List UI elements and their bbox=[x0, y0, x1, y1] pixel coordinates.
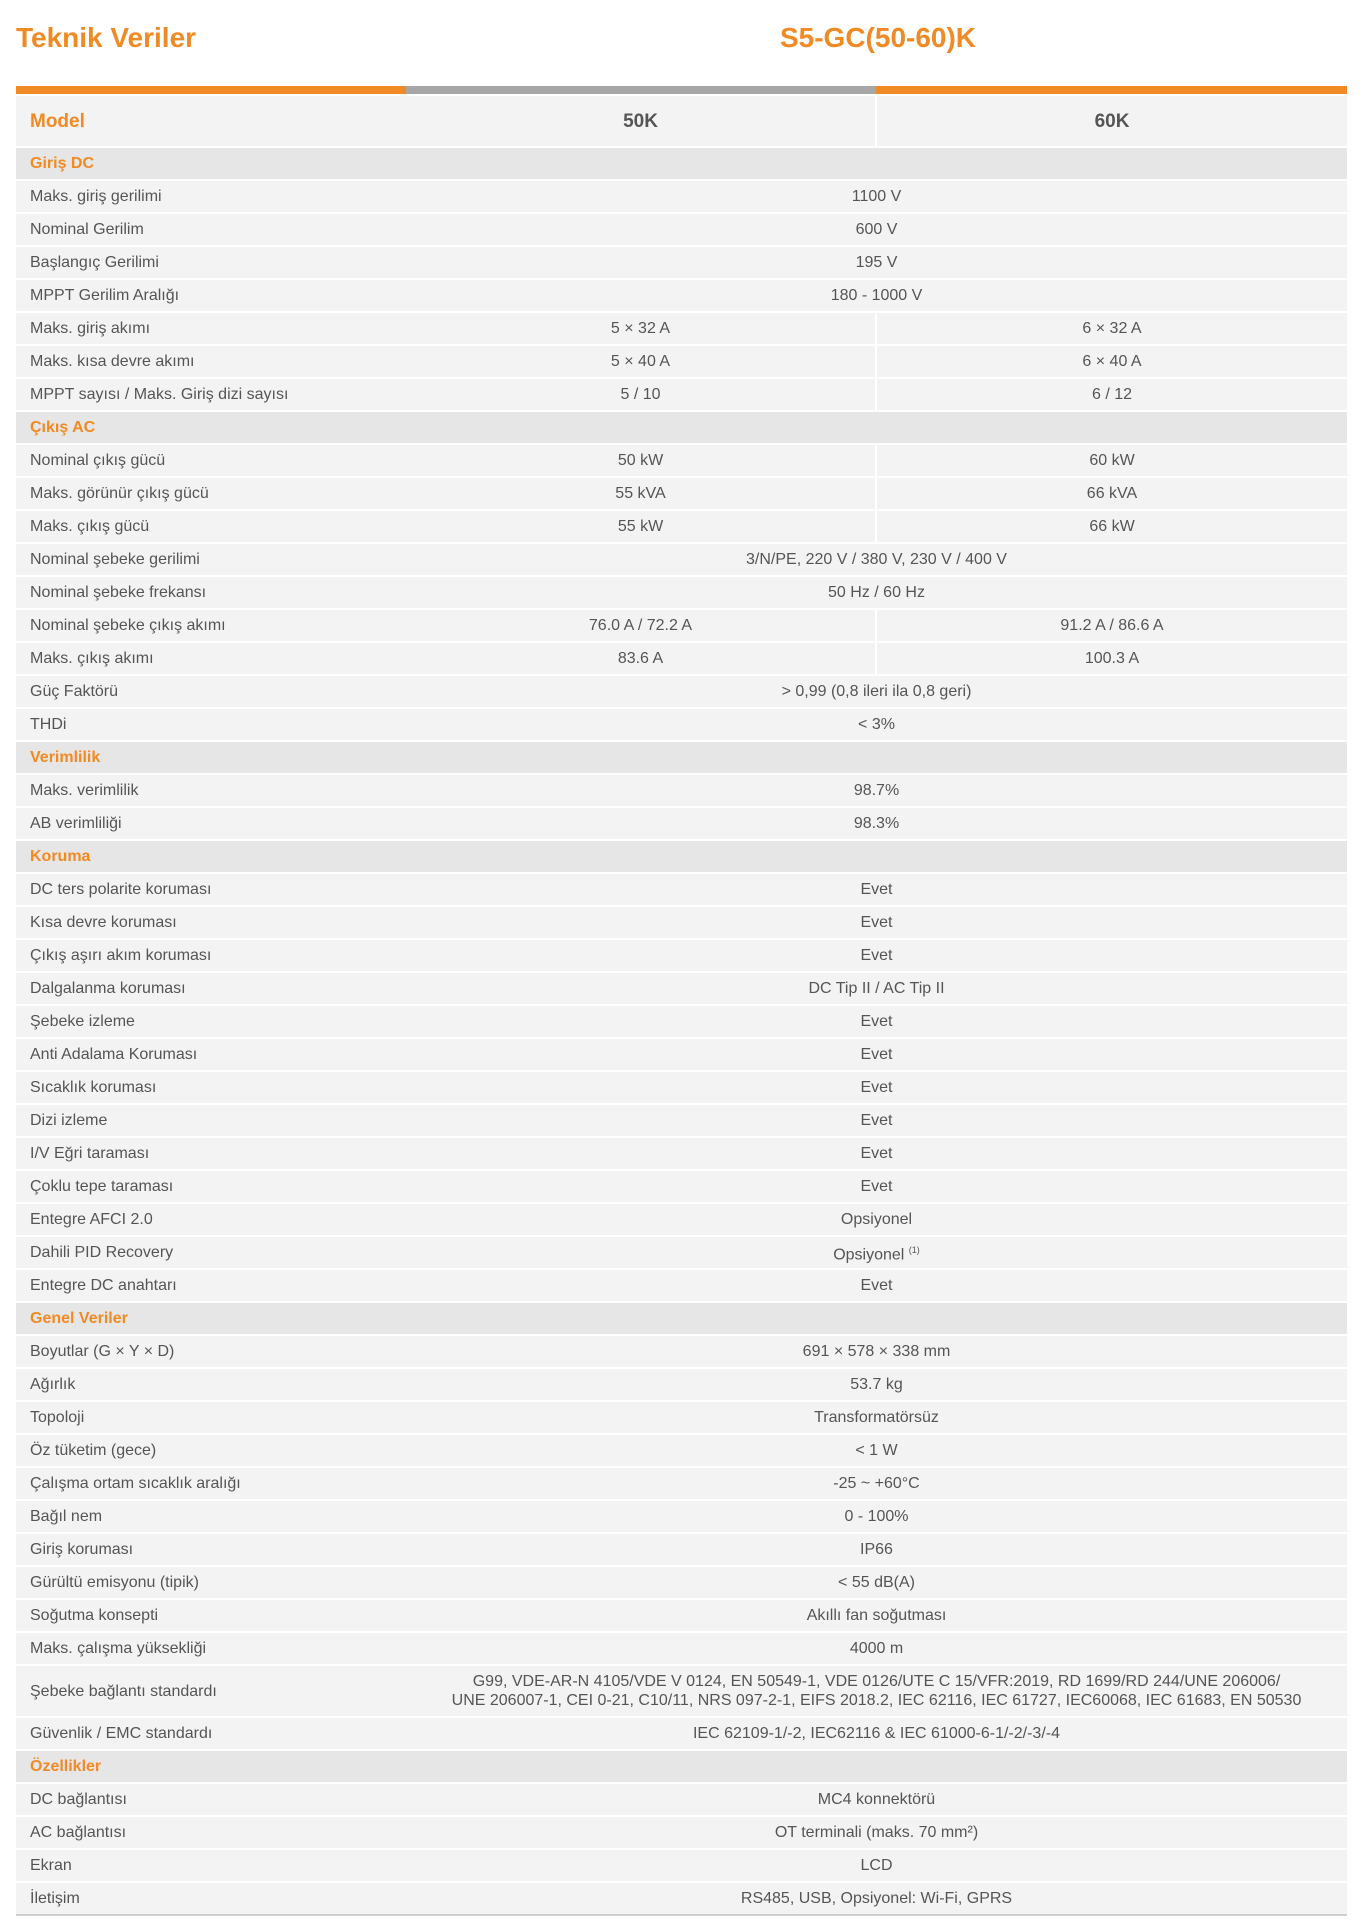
row-label: Gürültü emisyonu (tipik) bbox=[16, 1566, 406, 1599]
row-value-50k: 55 kVA bbox=[406, 477, 876, 510]
section-dc-input bbox=[16, 147, 1347, 180]
row-label: Soğutma konsepti bbox=[16, 1599, 406, 1632]
table-row bbox=[16, 312, 1347, 345]
row-value: < 3% bbox=[406, 708, 1347, 741]
row-label: Maks. görünür çıkış gücü bbox=[16, 477, 406, 510]
row-label: Bağıl nem bbox=[16, 1500, 406, 1533]
table-row bbox=[16, 1816, 1347, 1849]
row-value-text: Opsiyonel bbox=[833, 1246, 905, 1264]
section-title: Özellikler bbox=[16, 1750, 1347, 1783]
column-50k: 50K bbox=[406, 95, 876, 147]
row-value: Evet bbox=[406, 1137, 1347, 1170]
footnote-marker: (1) bbox=[908, 1244, 920, 1255]
table-row bbox=[16, 1500, 1347, 1533]
section-efficiency bbox=[16, 741, 1347, 774]
row-value: 53.7 kg bbox=[406, 1368, 1347, 1401]
row-value: Evet bbox=[406, 1005, 1347, 1038]
row-value: Opsiyonel bbox=[406, 1203, 1347, 1236]
row-label: MPPT Gerilim Aralığı bbox=[16, 279, 406, 312]
table-row bbox=[16, 906, 1347, 939]
section-title: Genel Veriler bbox=[16, 1302, 1347, 1335]
row-value: < 1 W bbox=[406, 1434, 1347, 1467]
row-label: Şebeke bağlantı standardı bbox=[16, 1665, 406, 1717]
section-protection bbox=[16, 840, 1347, 873]
section-title: Giriş DC bbox=[16, 147, 1347, 180]
table-row bbox=[16, 1038, 1347, 1071]
row-value: 4000 m bbox=[406, 1632, 1347, 1665]
table-row bbox=[16, 1104, 1347, 1137]
table-row bbox=[16, 1005, 1347, 1038]
table-row bbox=[16, 1632, 1347, 1665]
section-title: Koruma bbox=[16, 840, 1347, 873]
row-label: Maks. çıkış gücü bbox=[16, 510, 406, 543]
table-row bbox=[16, 1236, 1347, 1269]
table-row bbox=[16, 444, 1347, 477]
row-value-60k: 100.3 A bbox=[876, 642, 1347, 675]
row-label: Maks. giriş gerilimi bbox=[16, 180, 406, 213]
row-value-50k: 5 × 32 A bbox=[406, 312, 876, 345]
row-value: Evet bbox=[406, 1071, 1347, 1104]
table-row bbox=[16, 1170, 1347, 1203]
row-value: Evet bbox=[406, 1104, 1347, 1137]
model-series-title: S5-GC(50-60)K bbox=[779, 22, 977, 53]
row-label: Entegre AFCI 2.0 bbox=[16, 1203, 406, 1236]
table-row bbox=[16, 1368, 1347, 1401]
table-row bbox=[16, 1401, 1347, 1434]
row-label: Nominal şebeke frekansı bbox=[16, 576, 406, 609]
row-label: Anti Adalama Koruması bbox=[16, 1038, 406, 1071]
section-ac-output bbox=[16, 411, 1347, 444]
table-row bbox=[16, 378, 1347, 411]
row-label: Güvenlik / EMC standardı bbox=[16, 1717, 406, 1750]
table-row bbox=[16, 1717, 1347, 1750]
row-label: Maks. kısa devre akımı bbox=[16, 345, 406, 378]
table-row bbox=[16, 1203, 1347, 1236]
row-label: Nominal şebeke gerilimi bbox=[16, 543, 406, 576]
row-label: Entegre DC anahtarı bbox=[16, 1269, 406, 1302]
table-row bbox=[16, 180, 1347, 213]
row-value-50k: 50 kW bbox=[406, 444, 876, 477]
row-value: 180 - 1000 V bbox=[406, 279, 1347, 312]
row-value bbox=[406, 1665, 1347, 1717]
row-label: Sıcaklık koruması bbox=[16, 1071, 406, 1104]
table-row bbox=[16, 279, 1347, 312]
section-title: Verimlilik bbox=[16, 741, 1347, 774]
row-value: 98.3% bbox=[406, 807, 1347, 840]
row-value: 3/N/PE, 220 V / 380 V, 230 V / 400 V bbox=[406, 543, 1347, 576]
table-row bbox=[16, 246, 1347, 279]
row-value-50k: 5 / 10 bbox=[406, 378, 876, 411]
row-value-60k: 91.2 A / 86.6 A bbox=[876, 609, 1347, 642]
table-row bbox=[16, 1137, 1347, 1170]
section-general bbox=[16, 1302, 1347, 1335]
table-row bbox=[16, 543, 1347, 576]
table-row bbox=[16, 576, 1347, 609]
row-value: 0 - 100% bbox=[406, 1500, 1347, 1533]
row-label: DC bağlantısı bbox=[16, 1783, 406, 1816]
row-value: Evet bbox=[406, 873, 1347, 906]
row-value: 600 V bbox=[406, 213, 1347, 246]
row-value: 691 × 578 × 338 mm bbox=[406, 1335, 1347, 1368]
table-row bbox=[16, 1335, 1347, 1368]
row-label: Maks. verimlilik bbox=[16, 774, 406, 807]
row-value-line: G99, VDE-AR-N 4105/VDE V 0124, EN 50549-1, VDE 0126/UTE C 15/VFR:2019, RD 1699/RD 244/UNE 206006/ bbox=[472, 1673, 1281, 1690]
row-value: Transformatörsüz bbox=[406, 1401, 1347, 1434]
row-value: DC Tip II / AC Tip II bbox=[406, 972, 1347, 1005]
row-value-50k: 83.6 A bbox=[406, 642, 876, 675]
row-label: Topoloji bbox=[16, 1401, 406, 1434]
row-value: Evet bbox=[406, 1170, 1347, 1203]
row-value: OT terminali (maks. 70 mm²) bbox=[406, 1816, 1347, 1849]
row-label: Nominal Gerilim bbox=[16, 213, 406, 246]
row-value-50k: 76.0 A / 72.2 A bbox=[406, 609, 876, 642]
table-row bbox=[16, 1566, 1347, 1599]
table-row bbox=[16, 939, 1347, 972]
row-label: Nominal çıkış gücü bbox=[16, 444, 406, 477]
section-features bbox=[16, 1750, 1347, 1783]
row-label: Çıkış aşırı akım koruması bbox=[16, 939, 406, 972]
table-row bbox=[16, 1882, 1347, 1915]
row-value-60k: 6 / 12 bbox=[876, 378, 1347, 411]
table-row bbox=[16, 1071, 1347, 1104]
row-label: Şebeke izleme bbox=[16, 1005, 406, 1038]
model-label: Model bbox=[16, 95, 406, 147]
table-row bbox=[16, 1599, 1347, 1632]
row-value: Evet bbox=[406, 1038, 1347, 1071]
row-label: Boyutlar (G × Y × D) bbox=[16, 1335, 406, 1368]
table-row bbox=[16, 1783, 1347, 1816]
row-value: LCD bbox=[406, 1849, 1347, 1882]
table-row bbox=[16, 708, 1347, 741]
row-label: AC bağlantısı bbox=[16, 1816, 406, 1849]
row-label: AB verimliliği bbox=[16, 807, 406, 840]
row-value: MC4 konnektörü bbox=[406, 1783, 1347, 1816]
row-value-60k: 60 kW bbox=[876, 444, 1347, 477]
divider-orange-right bbox=[876, 86, 1347, 94]
row-label: Başlangıç Gerilimi bbox=[16, 246, 406, 279]
row-value: IP66 bbox=[406, 1533, 1347, 1566]
row-value: Evet bbox=[406, 1269, 1347, 1302]
row-label: Dizi izleme bbox=[16, 1104, 406, 1137]
row-value-60k: 66 kVA bbox=[876, 477, 1347, 510]
row-value-60k: 66 kW bbox=[876, 510, 1347, 543]
row-label: Çalışma ortam sıcaklık aralığı bbox=[16, 1467, 406, 1500]
header-divider bbox=[16, 86, 1347, 94]
row-label: Öz tüketim (gece) bbox=[16, 1434, 406, 1467]
table-row bbox=[16, 774, 1347, 807]
row-value: Evet bbox=[406, 906, 1347, 939]
page-title: Teknik Veriler bbox=[16, 22, 197, 53]
row-label: Giriş koruması bbox=[16, 1533, 406, 1566]
row-label: DC ters polarite koruması bbox=[16, 873, 406, 906]
table-row bbox=[16, 807, 1347, 840]
table-row bbox=[16, 1533, 1347, 1566]
row-label: I/V Eğri taraması bbox=[16, 1137, 406, 1170]
row-value: RS485, USB, Opsiyonel: Wi-Fi, GPRS bbox=[406, 1882, 1347, 1915]
row-value-50k: 55 kW bbox=[406, 510, 876, 543]
row-value-line: UNE 206007-1, CEI 0-21, C10/11, NRS 097-2-1, EIFS 2018.2, IEC 62116, IEC 61727, IEC60068, IEC 61683, EN 50530 bbox=[451, 1692, 1302, 1709]
row-value: IEC 62109-1/-2, IEC62116 & IEC 61000-6-1/-2/-3/-4 bbox=[406, 1717, 1347, 1750]
row-value: > 0,99 (0,8 ileri ila 0,8 geri) bbox=[406, 675, 1347, 708]
row-label: THDi bbox=[16, 708, 406, 741]
table-row bbox=[16, 1434, 1347, 1467]
column-60k: 60K bbox=[876, 95, 1347, 147]
row-value: 1100 V bbox=[406, 180, 1347, 213]
divider-orange-left bbox=[16, 86, 406, 94]
page-header bbox=[0, 0, 1363, 88]
table-row bbox=[16, 873, 1347, 906]
table-row bbox=[16, 675, 1347, 708]
table-row bbox=[16, 345, 1347, 378]
table-row bbox=[16, 510, 1347, 543]
table-row bbox=[16, 213, 1347, 246]
row-label: Nominal şebeke çıkış akımı bbox=[16, 609, 406, 642]
row-label: Çoklu tepe taraması bbox=[16, 1170, 406, 1203]
row-value-60k: 6 × 32 A bbox=[876, 312, 1347, 345]
row-value: Evet bbox=[406, 939, 1347, 972]
row-label: Ekran bbox=[16, 1849, 406, 1882]
table-header-row bbox=[16, 95, 1347, 147]
table-row bbox=[16, 1665, 1347, 1717]
row-value: -25 ~ +60°C bbox=[406, 1467, 1347, 1500]
table-row bbox=[16, 1269, 1347, 1302]
row-value-60k: 6 × 40 A bbox=[876, 345, 1347, 378]
row-value: Akıllı fan soğutması bbox=[406, 1599, 1347, 1632]
row-value: 50 Hz / 60 Hz bbox=[406, 576, 1347, 609]
row-label: İletişim bbox=[16, 1882, 406, 1915]
row-label: Güç Faktörü bbox=[16, 675, 406, 708]
row-label: Dahili PID Recovery bbox=[16, 1236, 406, 1269]
row-value bbox=[406, 1236, 1347, 1269]
row-label: Ağırlık bbox=[16, 1368, 406, 1401]
table-row bbox=[16, 972, 1347, 1005]
row-label: Maks. giriş akımı bbox=[16, 312, 406, 345]
row-value-50k: 5 × 40 A bbox=[406, 345, 876, 378]
table-row bbox=[16, 609, 1347, 642]
divider-gray-middle bbox=[406, 86, 876, 94]
table-row bbox=[16, 477, 1347, 510]
row-label: Dalgalanma koruması bbox=[16, 972, 406, 1005]
table-row bbox=[16, 1467, 1347, 1500]
table-row bbox=[16, 642, 1347, 675]
row-label: Kısa devre koruması bbox=[16, 906, 406, 939]
spec-table bbox=[16, 94, 1347, 1916]
row-value: 195 V bbox=[406, 246, 1347, 279]
table-row bbox=[16, 1849, 1347, 1882]
row-value: 98.7% bbox=[406, 774, 1347, 807]
row-label: MPPT sayısı / Maks. Giriş dizi sayısı bbox=[16, 378, 406, 411]
row-value: < 55 dB(A) bbox=[406, 1566, 1347, 1599]
row-label: Maks. çıkış akımı bbox=[16, 642, 406, 675]
section-title: Çıkış AC bbox=[16, 411, 1347, 444]
row-label: Maks. çalışma yüksekliği bbox=[16, 1632, 406, 1665]
